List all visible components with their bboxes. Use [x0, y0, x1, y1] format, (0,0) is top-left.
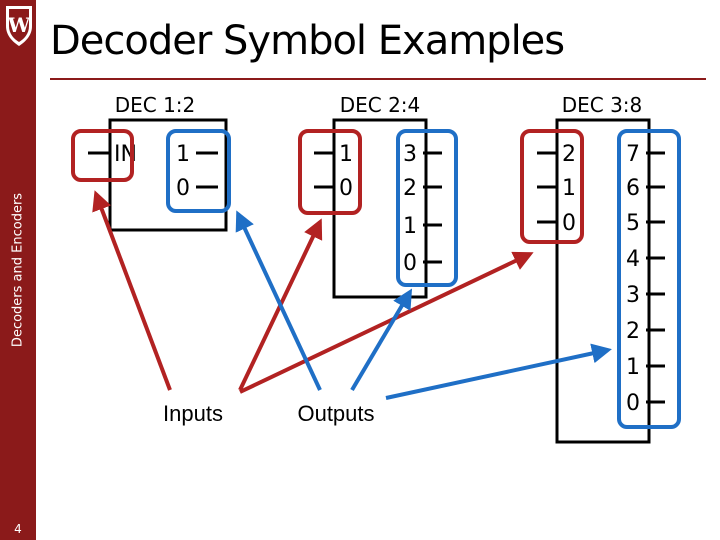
output-pin-label: 3	[626, 283, 640, 308]
decoder-title: DEC 3:8	[561, 93, 643, 117]
decoder-dec-1-2	[73, 93, 229, 230]
output-pin-label: 4	[626, 247, 640, 272]
output-pin-label: 0	[176, 176, 190, 201]
input-pin-label: 2	[562, 142, 576, 167]
output-pin-label: 5	[626, 211, 640, 236]
inputs-label: Inputs	[163, 401, 223, 426]
output-pin-label: 1	[626, 355, 640, 380]
sidebar-label: Decoders and Encoders	[10, 192, 26, 348]
inputs-arrow	[240, 254, 530, 392]
input-pin-label: 0	[562, 211, 576, 236]
output-pin-label: 3	[403, 142, 417, 167]
crest-letter: W	[7, 13, 31, 37]
page-title: Decoder Symbol Examples	[50, 18, 565, 64]
output-pin-label: 1	[176, 142, 190, 167]
output-pin-label: 2	[403, 176, 417, 201]
outputs-arrow	[386, 350, 608, 398]
outputs-arrow	[238, 214, 320, 390]
decoder-title: DEC 2:4	[339, 93, 421, 117]
output-pin-label: 7	[626, 142, 640, 167]
input-pin-label: 0	[339, 176, 353, 201]
decoder-title: DEC 1:2	[114, 93, 196, 117]
output-pin-label: 0	[403, 251, 417, 276]
outputs-label: Outputs	[297, 401, 375, 426]
decoder-dec-2-4	[300, 93, 456, 297]
output-pin-label: 1	[403, 214, 417, 239]
output-pin-label: 0	[626, 391, 640, 416]
input-pin-label: 1	[562, 176, 576, 201]
input-pin-label: IN	[114, 142, 137, 167]
output-pin-label: 6	[626, 176, 640, 201]
output-pin-label: 2	[626, 319, 640, 344]
decoder-dec-3-8	[522, 93, 679, 442]
page-number: 4	[14, 522, 22, 536]
inputs-arrow	[96, 194, 170, 390]
outputs-arrow	[352, 292, 410, 390]
input-pin-label: 1	[339, 142, 353, 167]
